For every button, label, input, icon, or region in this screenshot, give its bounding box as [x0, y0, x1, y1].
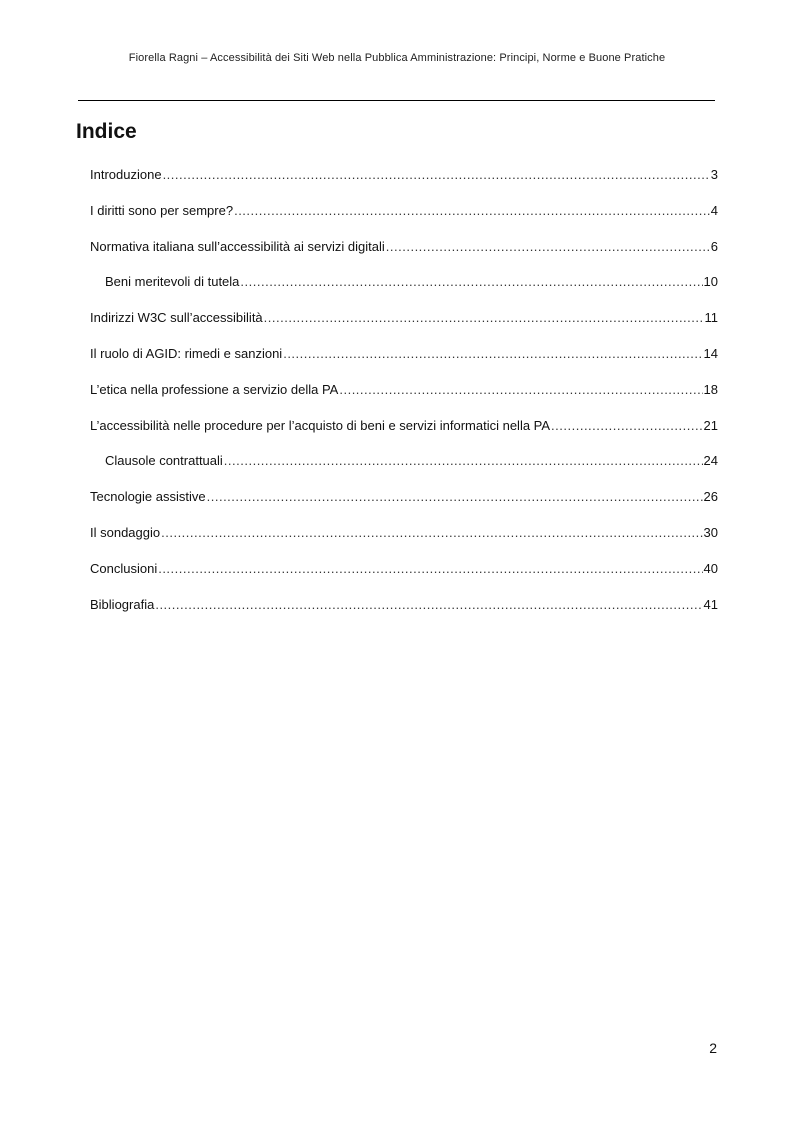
- dot-leader: [234, 202, 710, 220]
- toc-entry-beni-meritevoli[interactable]: [90, 273, 718, 291]
- table-of-contents: [90, 166, 718, 631]
- toc-entry-label: L’accessibilità nelle procedure per l’acquisto di beni e servizi informatici nella PA: [90, 417, 551, 433]
- toc-entry-agid[interactable]: [90, 345, 718, 363]
- dot-leader: [207, 488, 703, 506]
- dot-leader: [163, 166, 710, 184]
- toc-entry-label: Normativa italiana sull’accessibilità ai servizi digitali: [90, 238, 385, 254]
- dot-leader: [155, 596, 702, 614]
- dot-leader: [551, 417, 702, 435]
- toc-entry-page: 6: [710, 238, 718, 254]
- toc-entry-label: Indirizzi W3C sull’accessibilità: [90, 310, 263, 326]
- toc-entry-procedure-acquisto[interactable]: [90, 417, 718, 435]
- toc-entry-page: 4: [710, 202, 718, 218]
- toc-entry-page: 26: [703, 489, 718, 505]
- toc-entry-clausole[interactable]: [90, 452, 718, 470]
- toc-entry-label: Introduzione: [90, 167, 162, 182]
- toc-entry-tecnologie[interactable]: [90, 488, 718, 506]
- toc-entry-label: Beni meritevoli di tutela: [105, 274, 240, 290]
- dot-leader: [339, 381, 702, 399]
- toc-entry-label: Conclusioni: [90, 560, 158, 576]
- dot-leader: [161, 524, 702, 542]
- toc-entry-page: 24: [703, 453, 718, 469]
- toc-entry-diritti[interactable]: [90, 202, 718, 220]
- toc-entry-page: 41: [703, 596, 718, 612]
- toc-entry-w3c[interactable]: [90, 309, 718, 327]
- toc-entry-introduzione[interactable]: [90, 166, 718, 184]
- toc-entry-page: 18: [703, 381, 718, 397]
- toc-entry-conclusioni[interactable]: [90, 560, 718, 578]
- dot-leader: [240, 273, 702, 291]
- toc-entry-label: Bibliografia: [90, 596, 155, 612]
- toc-entry-label: I diritti sono per sempre?: [90, 202, 234, 218]
- toc-entry-label: Il sondaggio: [90, 524, 161, 540]
- toc-entry-label: L’etica nella professione a servizio della PA: [90, 381, 339, 397]
- toc-entry-page: 11: [704, 310, 718, 326]
- toc-title: Indice: [76, 120, 137, 143]
- toc-entry-page: 21: [703, 417, 718, 433]
- toc-entry-normativa[interactable]: [90, 238, 718, 256]
- toc-entry-page: 30: [703, 524, 718, 540]
- dot-leader: [264, 309, 704, 327]
- toc-entry-sondaggio[interactable]: [90, 524, 718, 542]
- toc-entry-label: Il ruolo di AGID: rimedi e sanzioni: [90, 345, 283, 361]
- dot-leader: [224, 452, 703, 470]
- page-number: 2: [709, 1040, 717, 1056]
- toc-entry-page: 10: [703, 274, 718, 290]
- running-header: Fiorella Ragni – Accessibilità dei Siti Web nella Pubblica Amministrazione: Principi, Norme e Buone Pratiche: [128, 52, 666, 64]
- header-divider: [78, 100, 715, 101]
- toc-entry-page: 14: [703, 345, 718, 361]
- toc-entry-label: Clausole contrattuali: [105, 453, 223, 469]
- dot-leader: [283, 345, 702, 363]
- dot-leader: [158, 560, 702, 578]
- dot-leader: [386, 238, 710, 256]
- toc-entry-page: 3: [710, 167, 718, 182]
- toc-entry-label: Tecnologie assistive: [90, 489, 206, 505]
- toc-entry-bibliografia[interactable]: [90, 596, 718, 614]
- toc-entry-etica[interactable]: [90, 381, 718, 399]
- toc-entry-page: 40: [703, 560, 718, 576]
